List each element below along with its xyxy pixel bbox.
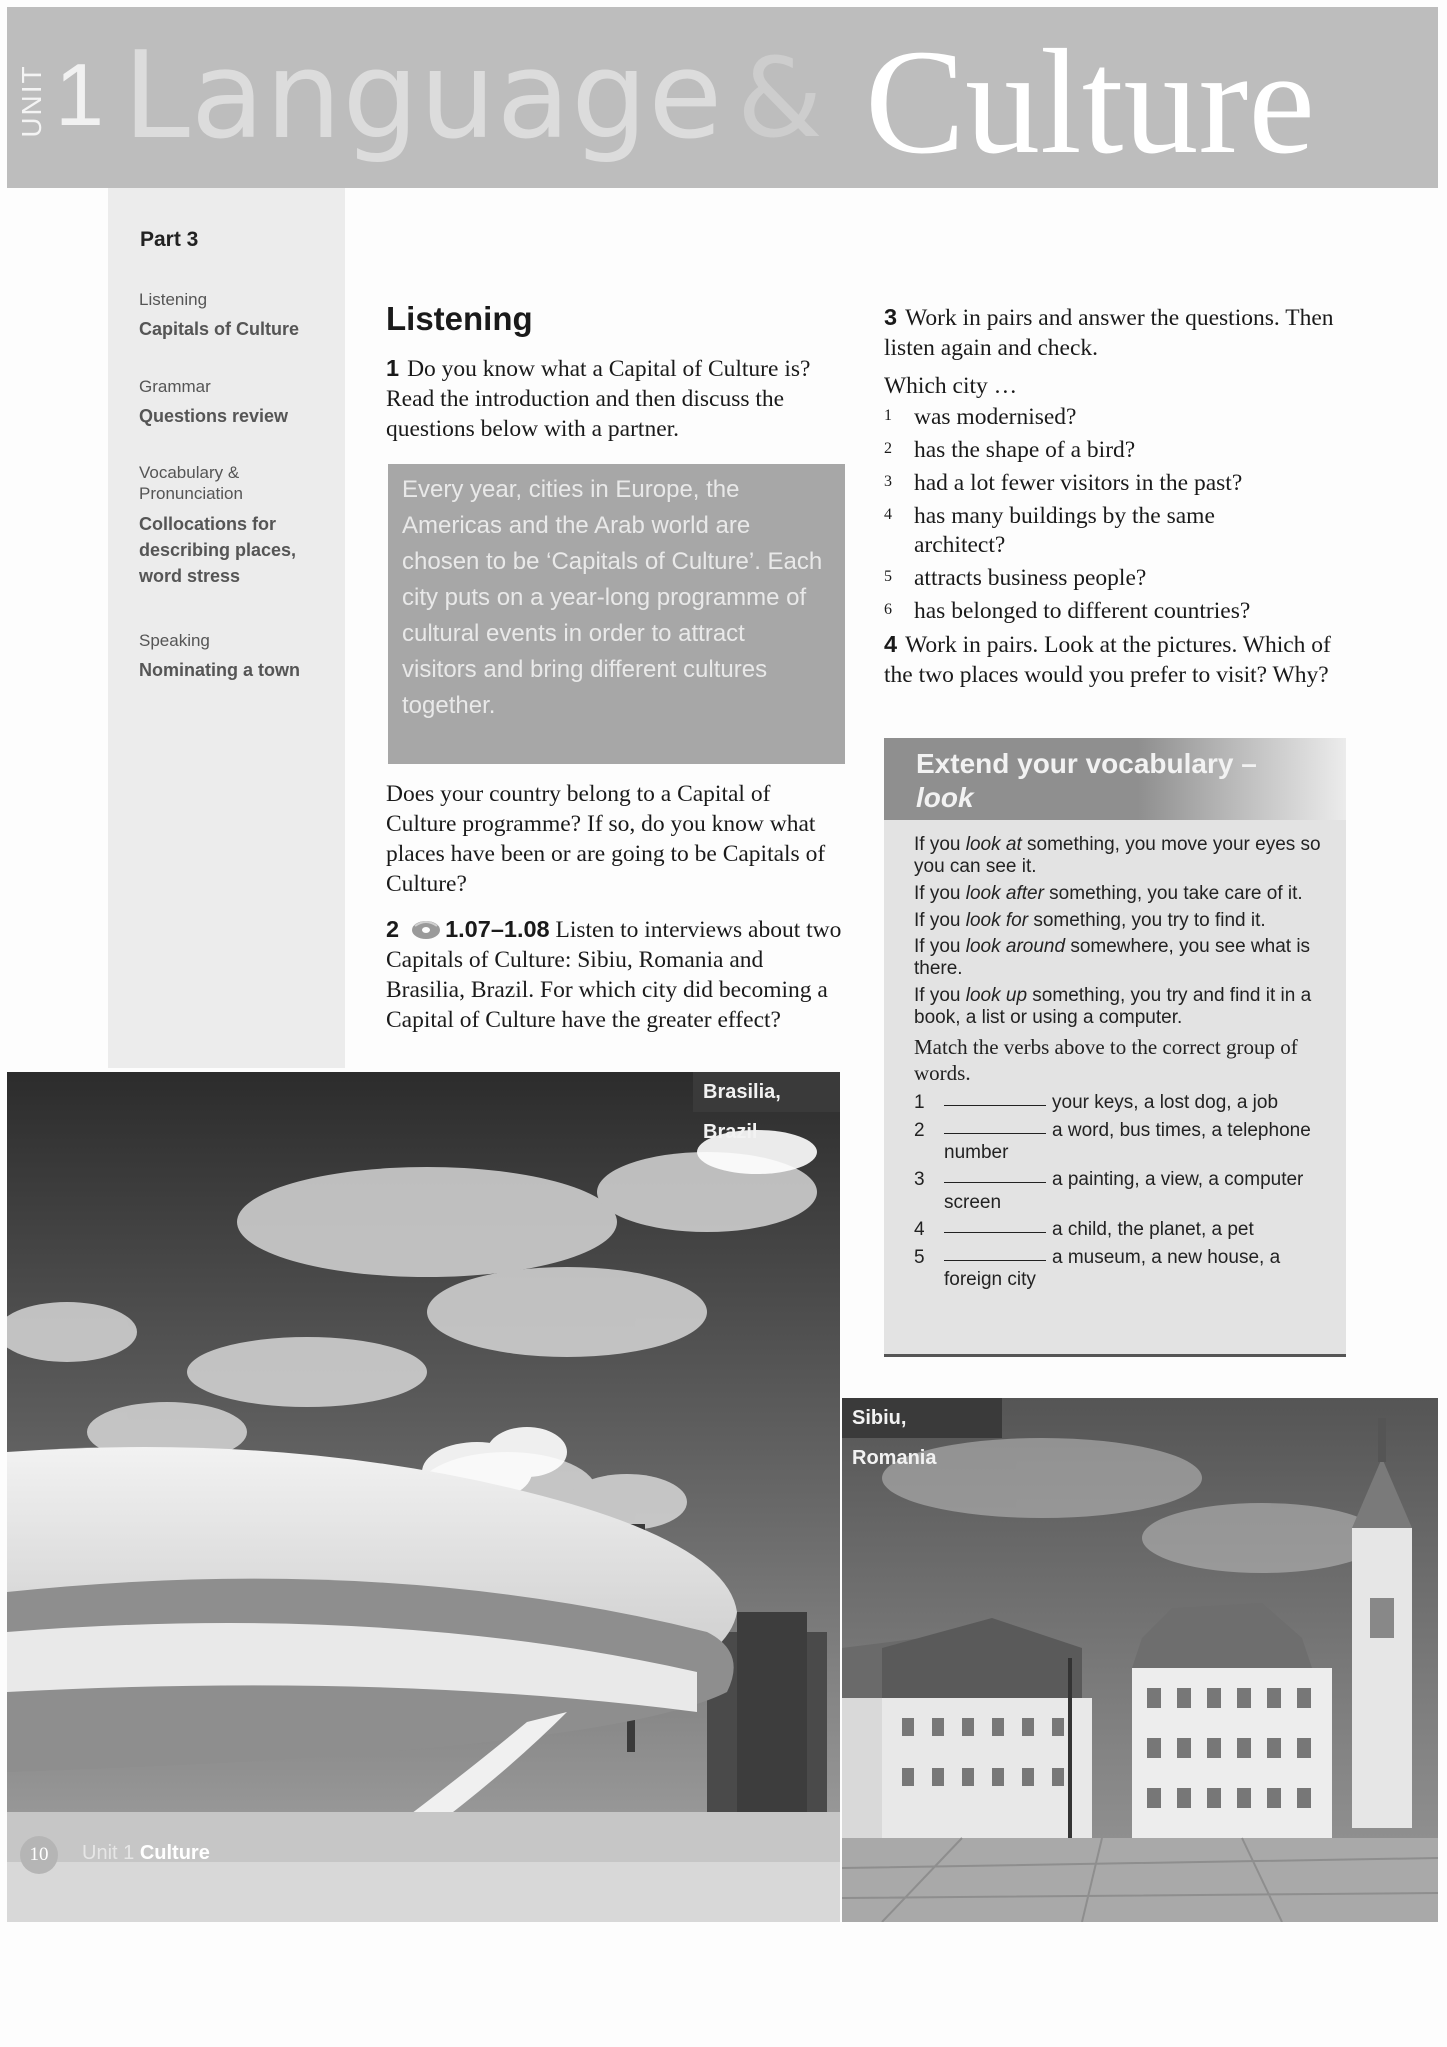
exercise-3-text: Work in pairs and answer the questions. Then listen again and check.	[884, 305, 1334, 361]
sidebar-topic: Capitals of Culture	[139, 319, 300, 340]
match-item: 5 a museum, a new house, a foreign city	[914, 1246, 1281, 1291]
vocab-definition: If you look around somewhere, you see what is there.	[914, 936, 1311, 980]
exercise-2-text: Listen to interviews about two Capitals of Culture: Sibiu, Romania and Brasilia, Brazil. For which city did becoming a Capital of Culture have the greater effect?	[386, 917, 842, 1033]
match-instruction: Match the verbs above to the correct group of words.	[914, 1034, 1298, 1085]
title-ampersand: &	[737, 34, 823, 162]
part-label: Part 3	[140, 228, 199, 251]
exercise-3	[884, 303, 1344, 364]
exercise-number: 2	[386, 916, 400, 942]
vocab-box-subtitle: look	[916, 782, 974, 813]
photo-caption-sibiu: Sibiu, Romania	[842, 1398, 1002, 1438]
page-number: 10	[20, 1836, 58, 1874]
unit-number: 1	[55, 45, 104, 144]
title-language: Language	[123, 27, 724, 166]
exercise-1	[386, 354, 846, 445]
section-heading-listening: Listening	[386, 300, 533, 337]
match-item: 1 your keys, a lost dog, a job	[914, 1092, 1279, 1114]
sidebar-category: Speaking	[139, 631, 210, 650]
audio-track-number: 1.07–1.08	[445, 916, 550, 942]
audio-cd-icon	[411, 920, 441, 940]
sidebar-category: Grammar	[139, 377, 211, 396]
footer-unit: Unit 1 Culture	[82, 1842, 210, 1864]
answer-blank[interactable]	[944, 1182, 1046, 1183]
sidebar-topic: Collocations for describing places, word stress	[139, 513, 297, 586]
sidebar-section-speaking	[139, 630, 339, 683]
unit-banner	[7, 7, 1438, 188]
list-item: 3 had a lot fewer visitors in the past?	[884, 469, 1243, 496]
sidebar-section-listening	[139, 289, 339, 342]
exercise-number: 4	[884, 631, 898, 657]
extend-vocabulary-box	[884, 738, 1346, 1360]
vocab-definition: If you look at something, you move your eyes so you can see it.	[914, 834, 1321, 877]
list-item: 4 has many buildings by the same architect?	[884, 502, 1215, 559]
exercise-number: 3	[884, 304, 898, 330]
exercise-1-text: Do you know what a Capital of Culture is? Read the introduction and then discuss the questions below with a partner.	[386, 356, 811, 442]
list-item: 5 attracts business people?	[884, 565, 1147, 592]
exercise-number: 1	[386, 355, 400, 381]
sidebar-section-vocabulary	[139, 462, 339, 589]
answer-blank[interactable]	[944, 1232, 1046, 1233]
intro-box: Every year, cities in Europe, the Americas and the Arab world are chosen to be ‘Capitals of Culture’. Each city puts on a year-long programme of cultural events in order to attract visitors and bring different cultures together.	[388, 464, 845, 764]
match-item: 4 a child, the planet, a pet	[914, 1219, 1254, 1241]
answer-blank[interactable]	[944, 1133, 1046, 1134]
list-item: 6 has belonged to different countries?	[884, 598, 1251, 625]
photo-sibiu	[842, 1398, 1438, 1922]
unit-label: UNIT	[16, 64, 47, 138]
brasilia-photo-illustration	[7, 1072, 840, 1922]
exercise-4	[884, 630, 1344, 691]
sidebar-category: Listening	[139, 290, 208, 309]
match-item: 3 a painting, a view, a computer screen	[914, 1169, 1304, 1213]
vocab-box-header	[884, 738, 1346, 820]
vocab-definition: If you look for something, you try to find it.	[914, 909, 1266, 931]
answer-blank[interactable]	[944, 1105, 1046, 1106]
photo-brasilia	[7, 1072, 840, 1922]
discussion-questions: Does your country belong to a Capital of Culture programme? If so, do you know what places have been or are going to be Capitals of Culture?	[386, 781, 826, 897]
exercise-4-text: Work in pairs. Look at the pictures. Which of the two places would you prefer to visit? Why?	[884, 632, 1331, 688]
exercise-3-questions	[884, 403, 1339, 630]
photo-caption-brasilia: Brasilia, Brazil	[693, 1072, 840, 1112]
sidebar-topic: Nominating a town	[139, 660, 300, 681]
list-item: 2 has the shape of a bird?	[884, 436, 1136, 463]
match-item: 2 a word, bus times, a telephone number	[914, 1119, 1311, 1164]
answer-blank[interactable]	[944, 1260, 1046, 1261]
vocab-box-title: Extend your vocabulary –	[916, 748, 1257, 779]
sidebar-topic: Questions review	[139, 406, 289, 427]
vocab-box-body	[884, 820, 1346, 1357]
exercise-3-lead: Which city …	[884, 373, 1018, 399]
part-sidebar	[108, 188, 345, 1068]
vocab-definition: If you look up something, you try and find it in a book, a list or using a computer.	[914, 985, 1312, 1028]
sidebar-section-grammar	[139, 376, 339, 429]
sidebar-category: Vocabulary & Pronunciation	[139, 463, 243, 504]
list-item: 1 was modernised?	[884, 404, 1077, 430]
title-culture: Culture	[865, 19, 1315, 185]
exercise-2	[386, 915, 846, 1035]
vocab-definition: If you look after something, you take care of it.	[914, 882, 1303, 904]
